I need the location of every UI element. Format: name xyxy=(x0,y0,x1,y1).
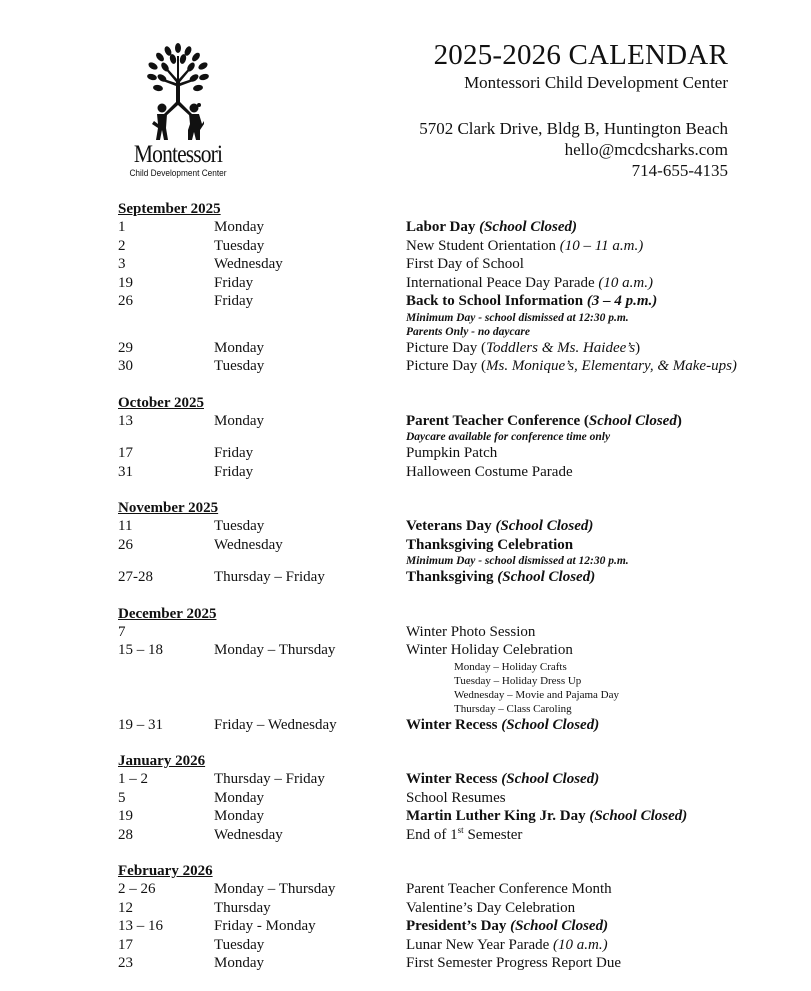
month-title: December 2025 xyxy=(118,605,217,622)
event-weekday: Monday xyxy=(214,412,264,429)
event-description xyxy=(406,357,798,376)
phone-number: 714-655-4135 xyxy=(631,161,728,180)
event-text-segment: Parent Teacher Conference ( xyxy=(406,412,589,429)
event-date: 26 xyxy=(118,536,133,553)
event-description xyxy=(406,936,798,955)
event-date: 7 xyxy=(118,623,126,640)
event-note: Minimum Day - school dismissed at 12:30 p.m. xyxy=(406,311,629,324)
event-subitem: Monday – Holiday Crafts xyxy=(454,660,567,673)
event-text-segment: (School Closed) xyxy=(510,918,609,934)
event-description xyxy=(406,568,798,587)
event-description xyxy=(406,218,798,237)
event-description xyxy=(406,292,798,311)
event-weekday: Monday xyxy=(214,955,264,971)
event-row xyxy=(118,218,798,237)
event-weekday: Wednesday xyxy=(214,256,283,272)
event-text-segment: (10 a.m.) xyxy=(553,936,608,953)
event-date: 23 xyxy=(118,955,133,971)
event-description xyxy=(406,826,798,845)
event-weekday: Monday – Thursday xyxy=(214,881,336,897)
event-weekday: Thursday xyxy=(214,899,271,916)
event-row xyxy=(118,274,798,293)
logo-name: Montessori xyxy=(133,141,223,168)
event-row xyxy=(118,954,798,973)
event-text-segment: Winter Holiday Celebration xyxy=(406,642,573,658)
event-row xyxy=(118,339,798,358)
event-text-segment: Thanksgiving xyxy=(406,569,498,585)
event-row xyxy=(118,357,798,376)
contact-info xyxy=(419,118,728,181)
event-text-segment: ) xyxy=(635,339,641,356)
event-note: Parents Only - no daycare xyxy=(406,325,530,338)
event-date: 28 xyxy=(118,826,133,843)
event-weekday: Tuesday xyxy=(214,936,265,953)
event-text-segment: st xyxy=(457,824,464,835)
event-date: 12 xyxy=(118,899,133,916)
event-description xyxy=(406,255,798,274)
event-row xyxy=(118,292,798,311)
event-text-segment: (School Closed) xyxy=(495,518,594,534)
event-row xyxy=(118,880,798,899)
event-description xyxy=(406,463,798,482)
month-title: September 2025 xyxy=(118,201,221,217)
event-row xyxy=(118,237,798,256)
event-description xyxy=(406,274,798,293)
event-text-segment: First Day of School xyxy=(406,256,524,272)
event-row xyxy=(118,789,798,808)
event-date: 11 xyxy=(118,518,133,534)
event-date: 17 xyxy=(118,936,133,953)
event-text-segment: Lunar New Year Parade xyxy=(406,936,554,953)
event-subitem: Wednesday – Movie and Pajama Day xyxy=(454,688,619,701)
event-date: 13 – 16 xyxy=(118,918,163,934)
school-logo xyxy=(118,42,238,184)
event-row xyxy=(118,255,798,274)
address: 5702 Clark Drive, Bldg B, Huntington Beach xyxy=(419,119,728,138)
event-weekday: Wednesday xyxy=(214,826,283,843)
event-text-segment: Semester xyxy=(463,826,523,843)
event-weekday: Monday xyxy=(214,219,264,235)
event-text-segment: Winter Recess xyxy=(406,771,502,787)
event-weekday: Friday xyxy=(214,293,254,309)
event-note: Daycare available for conference time only xyxy=(406,431,611,443)
event-row xyxy=(118,770,798,789)
event-text-segment: (3 – 4 p.m.) xyxy=(586,293,658,309)
event-date: 30 xyxy=(118,358,133,374)
event-weekday: Monday xyxy=(214,789,264,806)
event-description xyxy=(406,899,798,918)
event-date: 17 xyxy=(118,445,133,461)
event-weekday: Tuesday xyxy=(214,518,265,534)
event-description xyxy=(406,237,798,256)
event-weekday: Thursday – Friday xyxy=(214,569,325,585)
event-date: 27-28 xyxy=(118,569,153,585)
event-description xyxy=(406,789,798,808)
event-date: 31 xyxy=(118,463,133,480)
event-description xyxy=(406,880,798,899)
event-subitem: Tuesday – Holiday Dress Up xyxy=(454,674,582,687)
event-text-segment: Valentine’s Day Celebration xyxy=(406,899,576,916)
event-text-segment: (10 – 11 a.m.) xyxy=(559,237,644,254)
event-date: 15 – 18 xyxy=(118,642,163,658)
event-weekday: Thursday – Friday xyxy=(214,771,325,787)
event-date: 19 xyxy=(118,808,133,824)
event-description xyxy=(406,412,798,431)
event-text-segment: School Resumes xyxy=(406,789,506,806)
event-row xyxy=(118,716,798,735)
event-text-segment: Back to School Information xyxy=(406,293,587,309)
event-text-segment: Pumpkin Patch xyxy=(406,445,498,461)
event-text-segment: International Peace Day Parade xyxy=(406,274,599,291)
event-text-segment: President’s Day xyxy=(406,918,511,934)
event-description xyxy=(406,339,798,358)
event-weekday: Friday xyxy=(214,274,254,291)
month-section xyxy=(118,752,798,844)
event-weekday: Friday – Wednesday xyxy=(214,716,337,733)
event-text-segment: (School Closed) xyxy=(479,219,577,235)
event-note: Minimum Day - school dismissed at 12:30 p.m. xyxy=(406,555,629,567)
event-text-segment: (School Closed) xyxy=(497,569,596,585)
event-text-segment: Parent Teacher Conference Month xyxy=(406,881,612,897)
event-text-segment: Toddlers & Ms. Haidee’s xyxy=(485,339,636,356)
event-row xyxy=(118,536,798,555)
event-description xyxy=(406,623,798,642)
page-title: 2025-2026 CALENDAR xyxy=(433,39,728,71)
event-text-segment: Halloween Costume Parade xyxy=(406,463,573,480)
event-row xyxy=(118,412,798,431)
month-section xyxy=(118,605,798,735)
event-description xyxy=(406,770,798,789)
event-description xyxy=(406,641,798,660)
event-row xyxy=(118,623,798,642)
event-date: 1 xyxy=(118,219,126,235)
month-section xyxy=(118,394,798,482)
event-text-segment: New Student Orientation xyxy=(406,237,560,254)
event-text-segment: First Semester Progress Report Due xyxy=(406,955,621,971)
event-row xyxy=(118,444,798,463)
event-date: 19 – 31 xyxy=(118,716,163,733)
event-row xyxy=(118,463,798,482)
event-text-segment: Winter Photo Session xyxy=(406,623,536,640)
event-text-segment: Ms. Monique’s, Elementary, & Make-ups) xyxy=(485,358,737,374)
event-row xyxy=(118,826,798,845)
event-weekday: Friday - Monday xyxy=(214,918,316,934)
event-row xyxy=(118,568,798,587)
event-weekday: Monday – Thursday xyxy=(214,642,336,658)
event-row xyxy=(118,917,798,936)
event-date: 2 – 26 xyxy=(118,881,156,897)
month-section xyxy=(118,862,798,973)
event-text-segment: Martin Luther King Jr. Day xyxy=(406,808,590,824)
event-description xyxy=(406,807,798,826)
calendar-list xyxy=(118,200,798,991)
event-date: 19 xyxy=(118,274,133,291)
event-date: 13 xyxy=(118,412,133,429)
tree-with-children-icon xyxy=(138,42,218,142)
event-text-segment: Winter Recess xyxy=(406,716,502,733)
event-text-segment: Picture Day ( xyxy=(406,339,486,356)
event-description xyxy=(406,444,798,463)
event-date: 29 xyxy=(118,339,133,356)
document-header xyxy=(419,38,728,181)
event-text-segment: School Closed xyxy=(588,412,677,429)
event-weekday: Monday xyxy=(214,339,264,356)
event-description xyxy=(406,917,798,936)
event-weekday: Friday xyxy=(214,463,254,480)
event-row xyxy=(118,641,798,660)
event-weekday: Friday xyxy=(214,445,254,461)
event-row xyxy=(118,517,798,536)
email-link[interactable]: hello@mcdcsharks.com xyxy=(564,140,728,159)
event-date: 2 xyxy=(118,237,126,254)
event-weekday: Tuesday xyxy=(214,358,265,374)
month-section xyxy=(118,200,798,376)
event-description xyxy=(406,716,798,735)
event-date: 1 – 2 xyxy=(118,771,148,787)
event-weekday: Tuesday xyxy=(214,237,265,254)
event-text-segment: (School Closed) xyxy=(501,771,600,787)
event-row xyxy=(118,899,798,918)
event-date: 5 xyxy=(118,789,126,806)
event-text-segment: ) xyxy=(676,412,682,429)
event-weekday: Monday xyxy=(214,808,264,824)
event-description xyxy=(406,536,798,555)
month-section xyxy=(118,499,798,587)
event-row xyxy=(118,807,798,826)
event-weekday xyxy=(214,623,406,642)
event-text-segment: (School Closed) xyxy=(501,716,600,733)
month-title: February 2026 xyxy=(118,863,213,879)
event-text-segment: Labor Day xyxy=(406,219,480,235)
month-title: November 2025 xyxy=(118,500,219,516)
event-text-segment: Thanksgiving Celebration xyxy=(406,536,574,553)
event-text-segment: (10 a.m.) xyxy=(598,274,653,291)
logo-subtitle: Child Development Center xyxy=(129,168,227,178)
event-date: 3 xyxy=(118,256,126,272)
event-text-segment: Picture Day ( xyxy=(406,358,486,374)
event-row xyxy=(118,936,798,955)
event-text-segment: (School Closed) xyxy=(589,808,688,824)
event-text-segment: Veterans Day xyxy=(406,518,496,534)
event-subitem: Thursday – Class Caroling xyxy=(454,702,572,715)
month-title: January 2026 xyxy=(118,753,206,769)
event-weekday: Wednesday xyxy=(214,536,283,553)
event-description xyxy=(406,517,798,536)
event-date: 26 xyxy=(118,293,133,309)
event-description xyxy=(406,954,798,973)
organization-name: Montessori Child Development Center xyxy=(464,73,728,92)
event-text-segment: End of 1 xyxy=(406,826,458,843)
month-title: October 2025 xyxy=(118,394,204,411)
